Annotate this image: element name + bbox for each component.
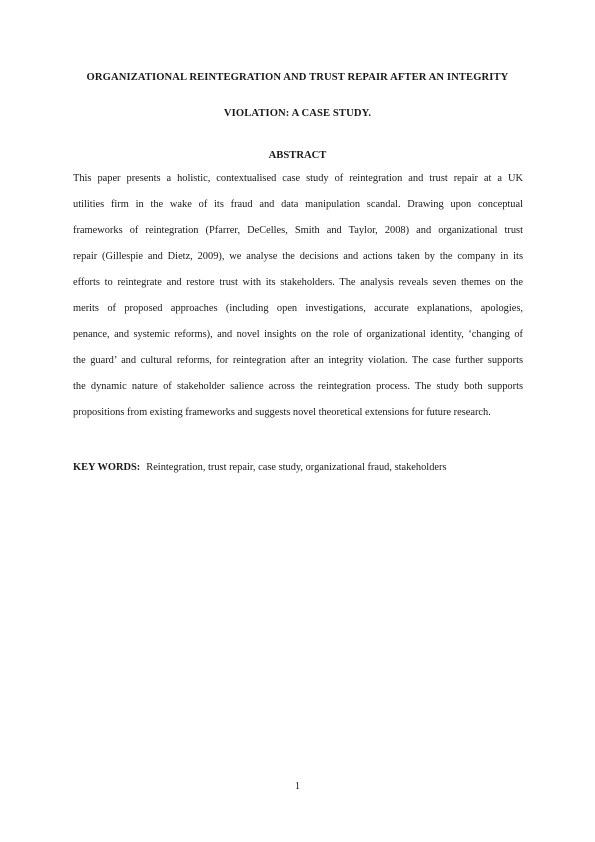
keywords (73, 461, 447, 475)
abstract-line: the guard’ and cultural reforms, for reintegration after an integrity violation. The case further supports (73, 355, 523, 366)
abstract-body (73, 169, 523, 429)
abstract-line: frameworks of reintegration (Pfarrer, DeCelles, Smith and Taylor, 2008) and organizational trust (73, 225, 523, 236)
keywords-label: KEY WORDS: (73, 462, 141, 473)
paper-title-line-2: VIOLATION: A CASE STUDY. (223, 108, 372, 119)
abstract-line: This paper presents a holistic, contextualised case study of reintegration and trust repair at a UK (73, 173, 523, 184)
keywords-text: Reintegration, trust repair, case study, organizational fraud, stakeholders (146, 462, 447, 473)
abstract-line: propositions from existing frameworks and suggests novel theoretical extensions for future research. (73, 407, 491, 418)
paper-title-line-1: ORGANIZATIONAL REINTEGRATION AND TRUST REPAIR AFTER AN INTEGRITY (86, 72, 509, 83)
page-number: 1 (294, 781, 301, 792)
abstract-line: merits of proposed approaches (including open investigations, accurate explanations, apologies, (73, 303, 523, 314)
abstract-line: repair (Gillespie and Dietz, 2009), we analyse the decisions and actions taken by the company in its (73, 251, 523, 262)
abstract-line: the dynamic nature of stakeholder salience across the reintegration process. The study both supports (73, 381, 523, 392)
abstract-line: utilities firm in the wake of its fraud and data manipulation scandal. Drawing upon conceptual (73, 199, 523, 210)
abstract-line: penance, and systemic reforms), and novel insights on the role of organizational identity, ‘changing of (73, 329, 523, 340)
abstract-heading: ABSTRACT (268, 150, 327, 161)
abstract-line: efforts to reintegrate and restore trust with its stakeholders. The analysis reveals seven themes on the (73, 277, 523, 288)
